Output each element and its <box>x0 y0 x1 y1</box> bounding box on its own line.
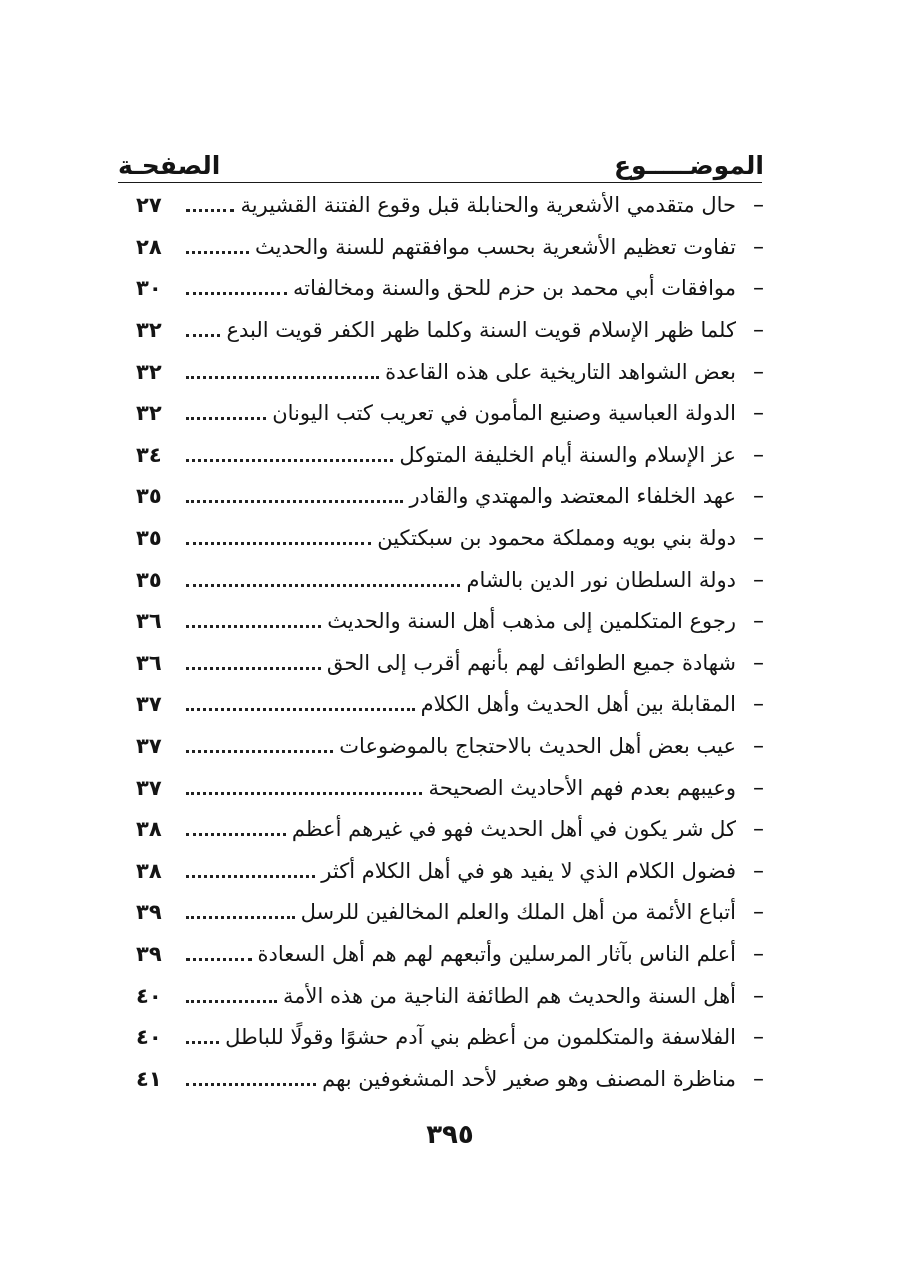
entry-dash: – <box>753 401 764 427</box>
toc-entry <box>136 1058 764 1100</box>
entry-topic: مناظرة المصنف وهو صغير لأحد المشغوفين بهم <box>322 1066 736 1091</box>
entry-page-number: ٣٠ <box>136 276 162 301</box>
entry-topic: شهادة جميع الطوائف لهم بأنهم أقرب إلى الحق <box>326 650 736 675</box>
entry-dash: – <box>753 276 764 302</box>
entry-page-number: ٣٩ <box>136 941 162 966</box>
entry-page-number: ٤٠ <box>136 983 162 1008</box>
entry-page-number: ٣٢ <box>136 359 162 384</box>
topic-column-heading: الموضـــــوع <box>613 151 764 180</box>
entry-topic: رجوع المتكلمين إلى مذهب أهل السنة والحديث <box>327 609 736 634</box>
entry-dash: – <box>753 1066 764 1092</box>
dot-leader <box>186 417 266 420</box>
dot-leader <box>186 875 315 878</box>
entry-dash: – <box>753 318 764 344</box>
entry-dash: – <box>753 193 764 219</box>
entry-dash: – <box>753 609 764 635</box>
dot-leader <box>186 667 321 670</box>
entry-topic: موافقات أبي محمد بن حزم للحق والسنة ومخالفاته <box>292 276 736 301</box>
entry-dash: – <box>753 567 764 593</box>
page-number: ٣٩٥ <box>426 1120 474 1150</box>
entry-dash: – <box>753 484 764 510</box>
toc-entry <box>136 351 764 393</box>
entry-topic: دولة السلطان نور الدين بالشام <box>466 567 736 592</box>
entry-topic: الدولة العباسية وصنيع المأمون في تعريب كتب اليونان <box>272 401 736 426</box>
entry-topic: فضول الكلام الذي لا يفيد هو في أهل الكلام أكثر <box>321 858 736 883</box>
toc-entry <box>136 435 764 477</box>
entry-topic: كلما ظهر الإسلام قويت السنة وكلما ظهر الكفر قويت البدع <box>226 318 736 343</box>
toc-entry <box>136 809 764 851</box>
entry-page-number: ٤٠ <box>136 1025 162 1050</box>
entry-topic: أتباع الأئمة من أهل الملك والعلم المخالفين للرسل <box>300 900 736 925</box>
toc-entry <box>136 892 764 934</box>
page-column-heading: الصفحـة <box>118 151 221 180</box>
entry-dash: – <box>753 941 764 967</box>
toc-entry <box>136 268 764 310</box>
entry-page-number: ٣٤ <box>136 442 162 467</box>
entry-page-number: ٣٨ <box>136 858 162 883</box>
toc-entry <box>136 684 764 726</box>
dot-leader <box>186 1041 219 1044</box>
entry-page-number: ٣٢ <box>136 318 162 343</box>
entry-topic: أعلم الناس بآثار المرسلين وأتبعهم لهم هم أهل السعادة <box>257 941 736 966</box>
entry-topic: المقابلة بين أهل الحديث وأهل الكلام <box>420 692 736 717</box>
dot-leader <box>186 792 422 795</box>
entry-dash: – <box>753 234 764 260</box>
entry-page-number: ٣٦ <box>136 609 162 634</box>
entry-topic: عيب بعض أهل الحديث بالاحتجاج بالموضوعات <box>339 734 736 759</box>
dot-leader <box>186 376 379 379</box>
toc-entry <box>136 1017 764 1059</box>
entry-page-number: ٣٥ <box>136 567 162 592</box>
entry-page-number: ٢٧ <box>136 193 162 218</box>
toc-entry <box>136 851 764 893</box>
dot-leader <box>186 1083 316 1086</box>
entry-topic: بعض الشواهد التاريخية على هذه القاعدة <box>385 359 736 384</box>
entry-page-number: ٣٥ <box>136 484 162 509</box>
dot-leader <box>186 542 371 545</box>
dot-leader <box>186 916 295 919</box>
dot-leader <box>186 251 249 254</box>
entry-dash: – <box>753 692 764 718</box>
entry-dash: – <box>753 650 764 676</box>
toc-entry <box>136 767 764 809</box>
toc-entry <box>136 227 764 269</box>
toc-entry <box>136 975 764 1017</box>
dot-leader <box>186 459 393 462</box>
entry-dash: – <box>753 1025 764 1051</box>
toc-entry <box>136 726 764 768</box>
toc-entry <box>136 601 764 643</box>
entry-topic: وعيبهم بعدم فهم الأحاديث الصحيحة <box>428 775 736 800</box>
entry-dash: – <box>753 983 764 1009</box>
dot-leader <box>186 958 252 961</box>
entry-dash: – <box>753 817 764 843</box>
toc-header <box>118 142 764 178</box>
dot-leader <box>186 625 321 628</box>
entry-dash: – <box>753 858 764 884</box>
entry-page-number: ٣٩ <box>136 900 162 925</box>
entry-page-number: ٢٨ <box>136 234 162 259</box>
toc-entry <box>136 559 764 601</box>
entry-page-number: ٣٥ <box>136 526 162 551</box>
toc-entry <box>136 393 764 435</box>
dot-leader <box>186 708 415 711</box>
dot-leader <box>186 584 460 587</box>
entry-topic: عهد الخلفاء المعتضد والمهتدي والقادر <box>409 484 736 509</box>
dot-leader <box>186 292 287 295</box>
entry-page-number: ٣٧ <box>136 692 162 717</box>
entry-topic: تفاوت تعظيم الأشعرية بحسب موافقتهم للسنة والحديث <box>254 234 736 259</box>
entry-dash: – <box>753 734 764 760</box>
entry-topic: الفلاسفة والمتكلمون من أعظم بني آدم حشوًا وقولًا للباطل <box>225 1025 736 1050</box>
entry-dash: – <box>753 900 764 926</box>
entry-dash: – <box>753 359 764 385</box>
entry-topic: دولة بني بويه ومملكة محمود بن سبكتكين <box>377 526 736 551</box>
dot-leader <box>186 750 333 753</box>
dot-leader <box>186 500 403 503</box>
dot-leader <box>186 833 286 836</box>
entry-dash: – <box>753 442 764 468</box>
entry-topic: عز الإسلام والسنة أيام الخليفة المتوكل <box>399 442 736 467</box>
header-rule <box>118 182 762 183</box>
toc-entry <box>136 310 764 352</box>
entry-topic: حال متقدمي الأشعرية والحنابلة قبل وقوع الفتنة القشيرية <box>240 193 736 218</box>
entry-topic: أهل السنة والحديث هم الطائفة الناجية من هذه الأمة <box>282 983 736 1008</box>
toc-entry <box>136 185 764 227</box>
entry-page-number: ٣٢ <box>136 401 162 426</box>
entry-page-number: ٣٦ <box>136 650 162 675</box>
entry-dash: – <box>753 775 764 801</box>
dot-leader <box>186 209 234 212</box>
entry-page-number: ٣٧ <box>136 775 162 800</box>
toc-entry <box>136 518 764 560</box>
dot-leader <box>186 334 220 337</box>
entry-dash: – <box>753 526 764 552</box>
toc-list <box>136 185 764 1100</box>
dot-leader <box>186 1000 277 1003</box>
entry-page-number: ٣٨ <box>136 817 162 842</box>
toc-entry <box>136 476 764 518</box>
entry-topic: كل شر يكون في أهل الحديث فهو في غيرهم أعظم <box>291 817 736 842</box>
entry-page-number: ٣٧ <box>136 734 162 759</box>
toc-entry <box>136 934 764 976</box>
toc-entry <box>136 643 764 685</box>
entry-page-number: ٤١ <box>136 1066 162 1091</box>
